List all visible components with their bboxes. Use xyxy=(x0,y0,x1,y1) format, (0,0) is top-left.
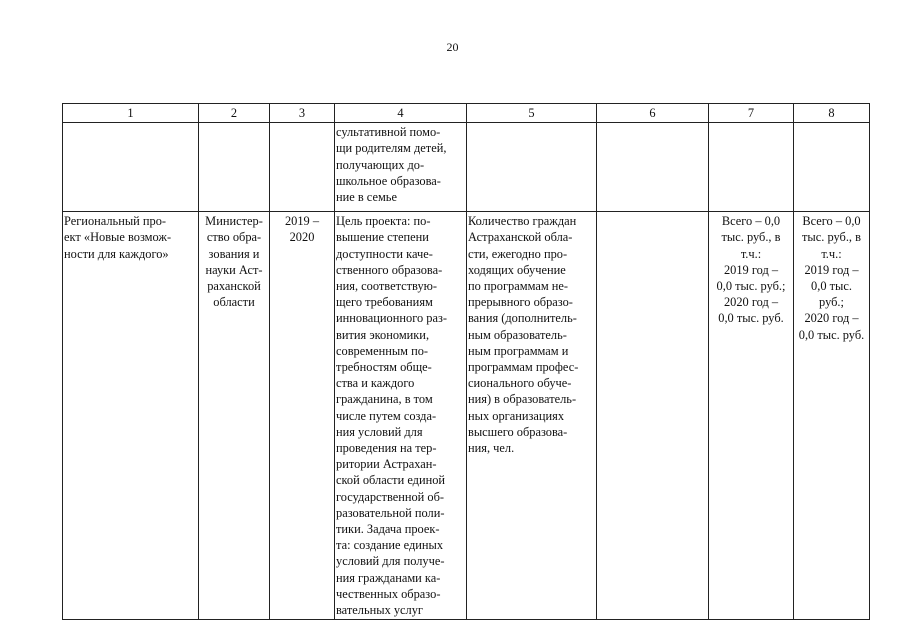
cell-empty xyxy=(794,123,870,212)
cell-empty xyxy=(597,123,709,212)
table-row-continuation xyxy=(63,123,870,212)
header-col-4: 4 xyxy=(335,104,467,123)
page-number: 20 xyxy=(446,40,459,54)
header-col-3: 3 xyxy=(270,104,335,123)
cell-empty xyxy=(199,123,270,212)
cell-project-name: Региональный про- ект «Новые возмож- ности для каждого» xyxy=(63,212,199,620)
header-col-1: 1 xyxy=(63,104,199,123)
cell-indicator: Количество граждан Астраханской обла- сти, ежегодно про- ходящих обучение по программам не- прерывного образо- вания (дополнитель- ным образователь- ным программам и программам профес- сионального обуче- ния) в образователь- ных организациях высшего образова- ния, чел. xyxy=(467,212,597,620)
cell-goal-continuation: сультативной помо- щи родителям детей, получающих до- школьное образова- ние в семье xyxy=(335,123,467,212)
header-row xyxy=(63,104,870,123)
header-col-7: 7 xyxy=(709,104,794,123)
program-table xyxy=(62,103,870,620)
cell-empty xyxy=(709,123,794,212)
table-row-project xyxy=(63,212,870,620)
header-col-8: 8 xyxy=(794,104,870,123)
header-col-5: 5 xyxy=(467,104,597,123)
cell-empty xyxy=(467,123,597,212)
cell-period: 2019 – 2020 xyxy=(270,212,335,620)
cell-funding-col8: Всего – 0,0 тыс. руб., в т.ч.: 2019 год – 0,0 тыс. руб.; 2020 год – 0,0 тыс. руб. xyxy=(794,212,870,620)
cell-goal: Цель проекта: по- вышение степени доступности каче- ственного образова- ния, соответствую- щего требованиям инновационного раз- вития экономики, современным по- требностям обще- ства и каждого гражданина, в том числе путем созда- ния условий для проведения на тер- ритории Астрахан- ской области единой государственной об- разовательной поли- тики. Задача проек- та: создание единых условий для получе- ния гражданами ка- чественных образо- вательных услуг xyxy=(335,212,467,620)
cell-funding-col7: Всего – 0,0 тыс. руб., в т.ч.: 2019 год – 0,0 тыс. руб.; 2020 год – 0,0 тыс. руб. xyxy=(709,212,794,620)
cell-empty xyxy=(270,123,335,212)
header-col-6: 6 xyxy=(597,104,709,123)
cell-empty xyxy=(63,123,199,212)
header-col-2: 2 xyxy=(199,104,270,123)
cell-col6 xyxy=(597,212,709,620)
cell-responsible: Министер- ство обра- зования и науки Аст- раханской области xyxy=(199,212,270,620)
